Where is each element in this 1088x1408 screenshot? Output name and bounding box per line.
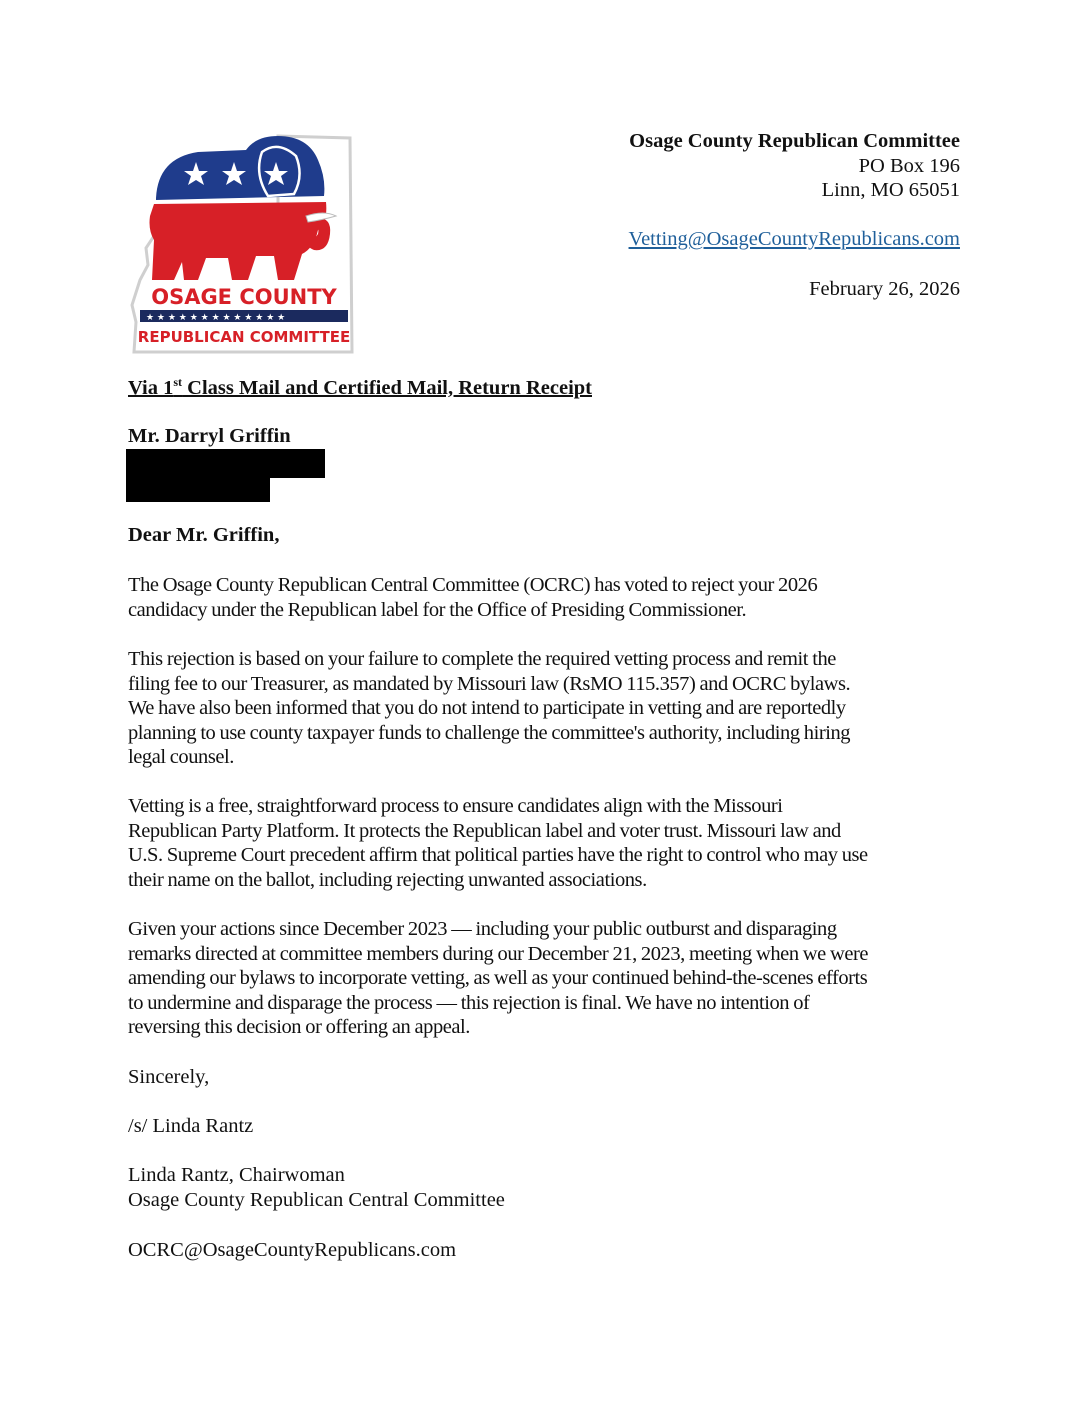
paragraph-line: legal counsel.	[128, 746, 234, 769]
paragraph-line: The Osage County Republican Central Committee (OCRC) has voted to reject your 2026	[128, 574, 818, 596]
paragraph-line: Vetting is a free, straightforward process to ensure candidates align with the Missouri	[128, 795, 783, 817]
logo-band-stars	[146, 313, 285, 323]
paragraph-line: candidacy under the Republican label for the Office of Presiding Commissioner.	[128, 598, 747, 621]
signature: /s/ Linda Rantz	[128, 1115, 254, 1137]
paragraph-line: We have also been informed that you do not intend to participate in vetting and are reportedly	[128, 697, 846, 720]
paragraph-line: Given your actions since December 2023 — including your public outburst and disparaging	[128, 918, 837, 940]
salutation: Dear Mr. Griffin,	[128, 524, 280, 546]
letterhead-address-block	[629, 129, 960, 203]
body-paragraph-1	[128, 573, 968, 622]
delivery-prefix: Via 1	[128, 376, 174, 399]
body-paragraph-3	[128, 794, 968, 892]
paragraph-line: filing fee to our Treasurer, as mandated by Missouri law (RsMO 115.357) and OCRC bylaws.	[128, 672, 851, 695]
delivery-suffix: Class Mail and Certified Mail, Return Receipt	[182, 376, 592, 399]
paragraph-line: Republican Party Platform. It protects the Republican label and voter trust. Missouri law and	[128, 819, 841, 842]
logo-title-line2: REPUBLICAN COMMITTEE	[137, 328, 351, 346]
valediction: Sincerely,	[128, 1066, 210, 1088]
address-line-2: Linn, MO 65051	[821, 179, 960, 201]
organization-name: Osage County Republican Committee	[629, 130, 960, 152]
letter-date: February 26, 2026	[809, 278, 960, 300]
paragraph-line: their name on the ballot, including rejecting unwanted associations.	[128, 868, 647, 891]
vetting-email-link[interactable]: Vetting@OsageCountyRepublicans.com	[628, 228, 960, 250]
paragraph-line: amending our bylaws to incorporate vetting, as well as your continued behind-the-scenes efforts	[128, 967, 868, 990]
delivery-method	[128, 375, 592, 400]
redacted-address-block	[126, 477, 270, 502]
elephant-logo-icon	[128, 130, 360, 356]
body-paragraph-4	[128, 917, 968, 1040]
paragraph-line: to undermine and disparage the process — this rejection is final. We have no intention of	[128, 991, 810, 1014]
logo-title-line1: OSAGE COUNTY	[151, 285, 337, 309]
address-line-1: PO Box 196	[858, 154, 960, 177]
body-paragraph-2	[128, 647, 968, 770]
redacted-address-block	[126, 449, 325, 478]
signer-email: OCRC@OsageCountyRepublicans.com	[128, 1239, 457, 1261]
paragraph-line: remarks directed at committee members during our December 21, 2023, meeting when we were	[128, 942, 869, 965]
paragraph-line: This rejection is based on your failure to complete the required vetting process and remit the	[128, 648, 836, 670]
recipient-name: Mr. Darryl Griffin	[128, 425, 291, 447]
delivery-superscript: st	[173, 375, 183, 389]
paragraph-line: reversing this decision or offering an appeal.	[128, 1016, 470, 1039]
paragraph-line: U.S. Supreme Court precedent affirm that political parties have the right to control who may use	[128, 844, 868, 867]
svg-text:★ ★ ★ ★ ★ ★ ★ ★ ★ ★ ★ ★ ★: ★ ★ ★ ★ ★ ★ ★ ★ ★ ★ ★ ★ ★	[146, 313, 286, 323]
signer-title: Linda Rantz, Chairwoman	[128, 1164, 345, 1186]
signer-organization: Osage County Republican Central Committee	[128, 1189, 505, 1211]
osage-county-logo	[128, 130, 360, 356]
paragraph-line: planning to use county taxpayer funds to challenge the committee's authority, including hiring	[128, 721, 851, 744]
